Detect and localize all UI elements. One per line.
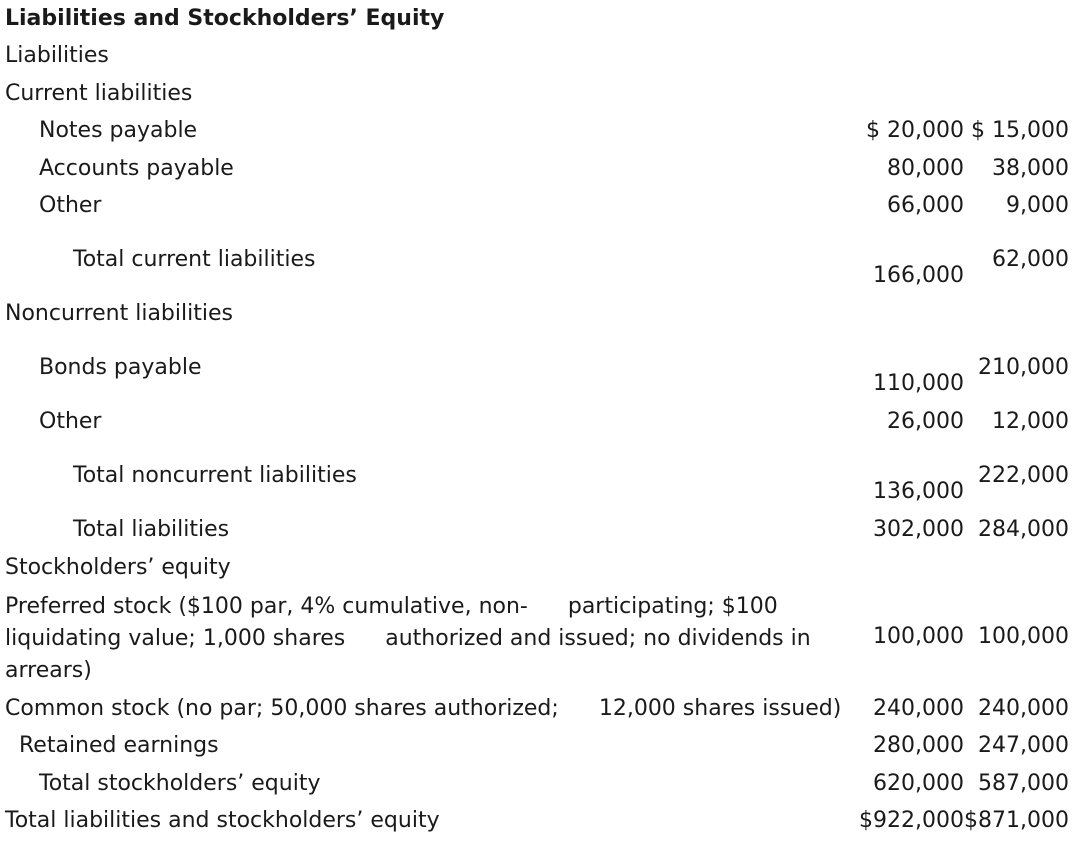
value-total-equity-col2: 587,000 [978,771,1069,796]
row-label-total-noncurrent-liabilities: Total noncurrent liabilities [73,463,357,488]
preferred-text-5: arrears) [5,658,92,683]
value-other-noncurrent-col2: 12,000 [992,409,1069,434]
row-label-total-liabilities: Total liabilities [73,517,230,542]
value-retained-col1: 280,000 [873,733,964,758]
row-label-retained-earnings: Retained earnings [19,733,219,758]
preferred-text-3: liquidating value; 1,000 shares [5,626,346,651]
value-total-noncurrent-col1: 136,000 [873,479,964,504]
value-total-noncurrent-col2: 222,000 [978,463,1069,488]
section-heading: Liabilities and Stockholders’ Equity [5,6,445,31]
value-total-liabilities-col2: 284,000 [978,517,1069,542]
row-label-grand-total: Total liabilities and stockholders’ equity [5,808,440,833]
value-grand-total-col2: $871,000 [964,808,1069,833]
row-label-preferred-stock [5,591,835,687]
row-label-other-current: Other [39,193,102,218]
value-accounts-payable-col1: 80,000 [887,156,964,181]
value-total-equity-col1: 620,000 [873,771,964,796]
value-total-current-col2: 62,000 [992,247,1069,272]
noncurrent-liabilities-label: Noncurrent liabilities [5,301,233,326]
common-text-2: 12,000 shares issued) [598,696,842,721]
row-label-notes-payable: Notes payable [39,118,198,143]
row-label-bonds-payable: Bonds payable [39,355,202,380]
row-label-total-current-liabilities: Total current liabilities [73,247,316,272]
value-total-liabilities-col1: 302,000 [873,517,964,542]
row-label-accounts-payable: Accounts payable [39,156,234,181]
value-retained-col2: 247,000 [978,733,1069,758]
row-label-total-stockholders-equity: Total stockholders’ equity [39,771,321,796]
value-preferred-col2: 100,000 [978,624,1069,649]
value-notes-payable-col2: $ 15,000 [971,118,1069,143]
preferred-text-1: Preferred stock ($100 par, 4% cumulative, non- [5,594,528,619]
value-other-current-col1: 66,000 [887,193,964,218]
value-bonds-payable-col2: 210,000 [978,355,1069,380]
preferred-text-2: participating; $100 [567,594,778,619]
value-grand-total-col1: $922,000 [859,808,964,833]
common-text-1: Common stock (no par; 50,000 shares authorized; [5,696,559,721]
stockholders-equity-label: Stockholders’ equity [5,555,231,580]
current-liabilities-label: Current liabilities [5,81,193,106]
value-common-col1: 240,000 [873,696,964,721]
row-label-common-stock [5,696,841,722]
liabilities-label: Liabilities [5,43,109,68]
value-other-current-col2: 9,000 [1006,193,1069,218]
value-preferred-col1: 100,000 [873,624,964,649]
value-other-noncurrent-col1: 26,000 [887,409,964,434]
value-notes-payable-col1: $ 20,000 [866,118,964,143]
row-label-other-noncurrent: Other [39,409,102,434]
value-common-col2: 240,000 [978,696,1069,721]
preferred-text-4: authorized and issued; no dividends in [385,626,811,651]
value-total-current-col1: 166,000 [873,263,964,288]
value-bonds-payable-col1: 110,000 [873,371,964,396]
value-accounts-payable-col2: 38,000 [992,156,1069,181]
